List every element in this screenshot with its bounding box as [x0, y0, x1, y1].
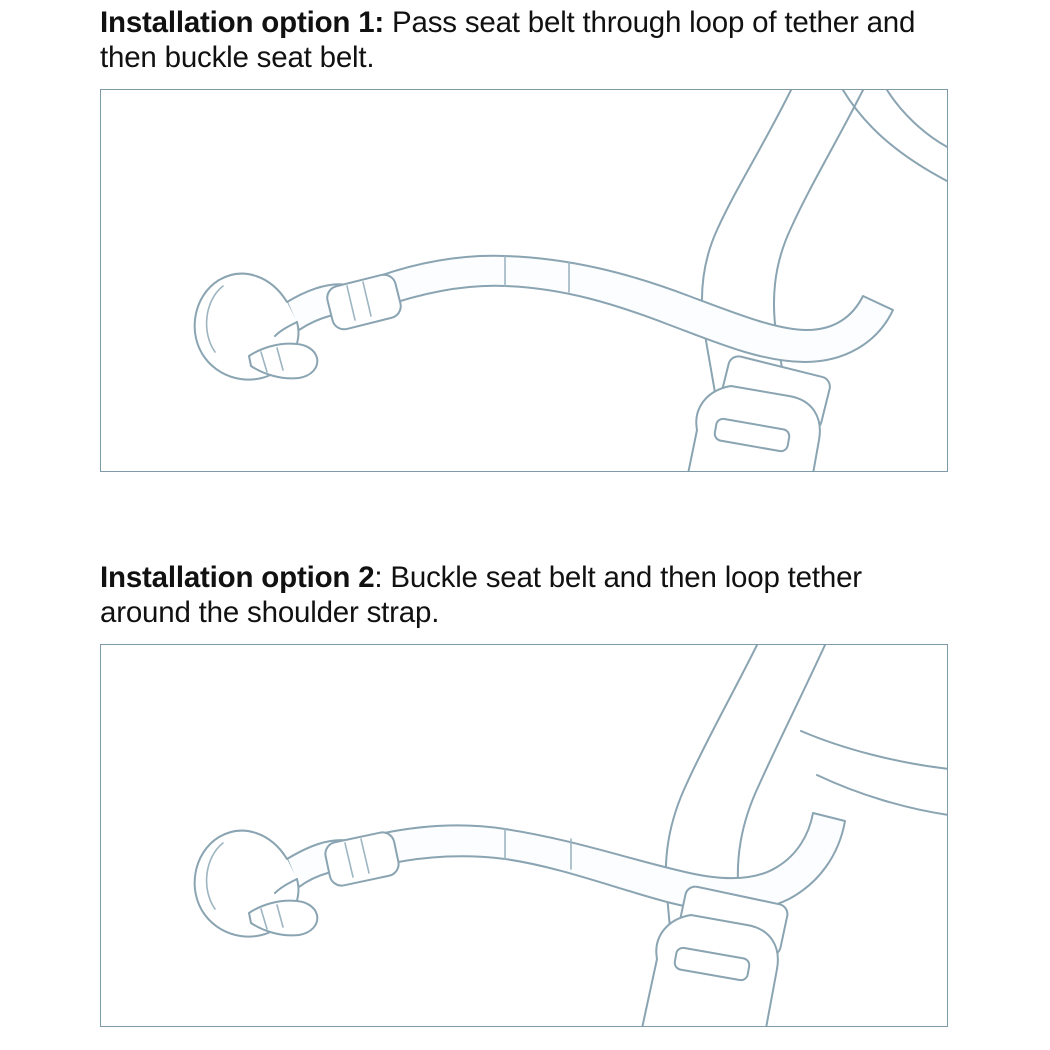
swivel-hardware [323, 830, 401, 888]
lap-belt [801, 731, 948, 815]
carabiner-clip [195, 274, 318, 380]
option-1-caption-lead: Installation option 1: [100, 6, 385, 39]
option-2-caption-rest: : Buckle seat belt and then loop tether around the shoulder strap. [100, 561, 862, 629]
option-1-caption-rest: Pass seat belt through loop of tether and then buckle seat belt. [100, 6, 916, 74]
option-2-figure [100, 644, 948, 1027]
carabiner-clip [195, 831, 318, 937]
option-2-caption-lead: Installation option 2 [100, 561, 375, 594]
seat-belt-buckle [640, 915, 778, 1027]
seat-belt-diagonal-strap [843, 90, 948, 182]
tether-webbing [353, 256, 893, 362]
option-2-caption [0, 540, 1050, 630]
tether-webbing [351, 813, 845, 912]
swivel-hardware [325, 272, 404, 332]
option-1-figure [100, 89, 948, 472]
installation-option-2-section [0, 540, 1050, 1027]
installation-option-1-section [0, 0, 1050, 472]
option-1-caption [0, 0, 1050, 75]
seat-belt-buckle [680, 386, 820, 472]
